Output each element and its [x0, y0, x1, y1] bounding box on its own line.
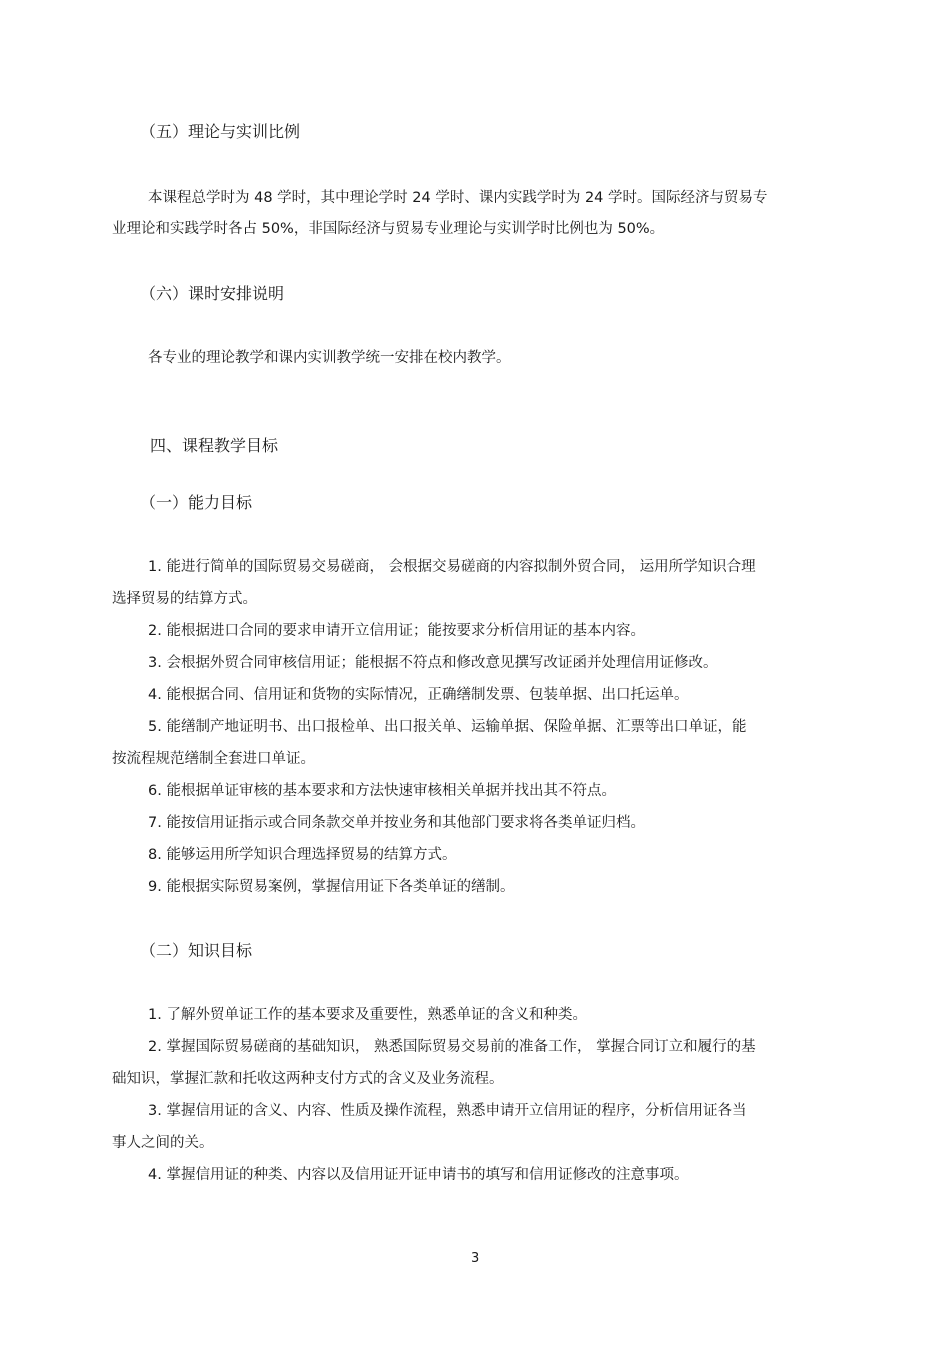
- ability-item-5-line-2: 按流程规范缮制全套进口单证。: [112, 751, 315, 767]
- knowledge-item-4: 4. 掌握信用证的种类、内容以及信用证开证申请书的填写和信用证修改的注意事项。: [148, 1167, 689, 1183]
- ability-item-6: 6. 能根据单证审核的基本要求和方法快速审核相关单据并找出其不符点。: [148, 783, 616, 799]
- section-5-paragraph-line-2: 业理论和实践学时各占 50%，非国际经济与贸易专业理论与实训学时比例也为 50%。: [112, 221, 665, 237]
- ability-item-7: 7. 能按信用证指示或合同条款交单并按业务和其他部门要求将各类单证归档。: [148, 815, 645, 831]
- ability-item-5-line-1: 5. 能缮制产地证明书、出口报检单、出口报关单、运输单据、保险单据、汇票等出口单证，能: [148, 719, 747, 735]
- knowledge-item-3-line-1: 3. 掌握信用证的含义、内容、性质及操作流程，熟悉申请开立信用证的程序，分析信用证各当: [148, 1103, 747, 1119]
- ability-item-2: 2. 能根据进口合同的要求申请开立信用证；能按要求分析信用证的基本内容。: [148, 623, 645, 639]
- ability-item-8: 8. 能够运用所学知识合理选择贸易的结算方式。: [148, 847, 457, 863]
- ability-item-1-line-2: 选择贸易的结算方式。: [112, 591, 257, 607]
- ability-goals-heading: （一）能力目标: [140, 493, 253, 512]
- section-6-paragraph: 各专业的理论教学和课内实训教学统一安排在校内教学。: [148, 350, 511, 366]
- ability-item-4: 4. 能根据合同、信用证和货物的实际情况，正确缮制发票、包装单据、出口托运单。: [148, 687, 689, 703]
- knowledge-item-3-line-2: 事人之间的关。: [112, 1135, 214, 1151]
- chapter-4-heading: 四、课程教学目标: [150, 436, 279, 455]
- knowledge-goals-heading: （二）知识目标: [140, 941, 253, 960]
- ability-item-3: 3. 会根据外贸合同审核信用证；能根据不符点和修改意见撰写改证函并处理信用证修改。: [148, 655, 718, 671]
- ability-item-9: 9. 能根据实际贸易案例，掌握信用证下各类单证的缮制。: [148, 879, 515, 895]
- ability-item-1-line-1: 1. 能进行简单的国际贸易交易磋商， 会根据交易磋商的内容拟制外贸合同， 运用所学知识合理: [148, 559, 756, 575]
- page-number: 3: [471, 1251, 480, 1266]
- section-5-paragraph-line-1: 本课程总学时为 48 学时，其中理论学时 24 学时、课内实践学时为 24 学时。国际经济与贸易专: [148, 190, 768, 206]
- knowledge-item-2-line-1: 2. 掌握国际贸易磋商的基础知识， 熟悉国际贸易交易前的准备工作， 掌握合同订立和履行的基: [148, 1039, 756, 1055]
- knowledge-item-2-line-2: 础知识，掌握汇款和托收这两种支付方式的含义及业务流程。: [112, 1071, 504, 1087]
- section-6-heading: （六）课时安排说明: [140, 284, 285, 303]
- knowledge-item-1: 1. 了解外贸单证工作的基本要求及重要性，熟悉单证的含义和种类。: [148, 1007, 587, 1023]
- section-5-heading: （五）理论与实训比例: [140, 122, 301, 141]
